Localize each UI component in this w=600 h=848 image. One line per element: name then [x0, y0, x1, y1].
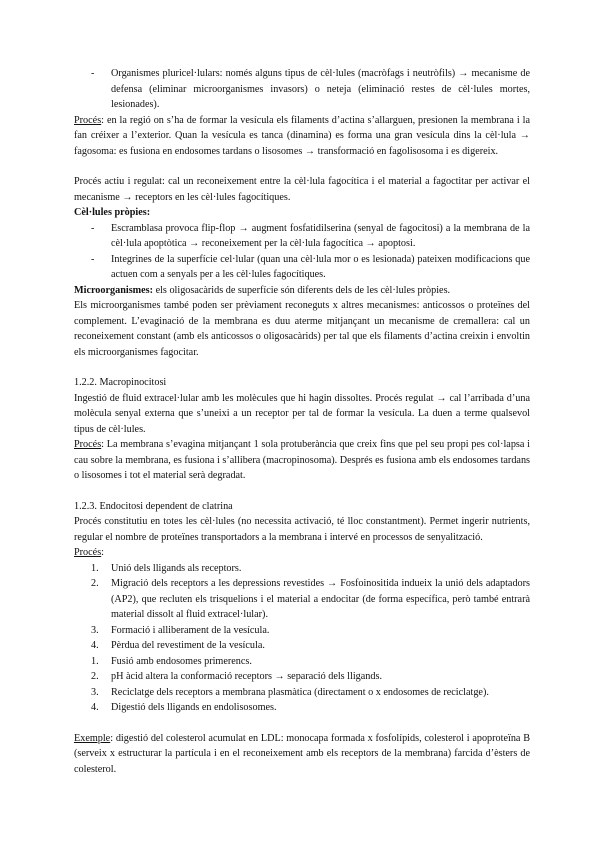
microorganismes-text: els oligosacàrids de superfície són diferents dels de les cèl·lules pròpies. — [153, 284, 451, 296]
step-number: 4. — [91, 702, 99, 713]
step-text: Reciclatge dels receptors a membrana plasmàtica (directament o x endosomes de reciclatge). — [111, 686, 489, 698]
exemple-label: Exemple — [74, 732, 111, 744]
microorganismes-paragraph-2: Els microorganismes també poden ser prèviament reconeguts x altres mecanismes: anticossos o proteïnes del complement. L’evaginació de la membrana es duu aterme mitjançant un mecanisme de cremallera: cal un reconeixement constant (amb els anticossos o oligosacàrids) per tal que els filaments d’actina creixin i envoltin els microorganismes fagocitar. — [74, 300, 530, 358]
bullet-marker: - — [91, 222, 95, 234]
proces-label: Procés — [74, 439, 102, 450]
step-text: Fusió amb endosomes primerencs. — [111, 655, 252, 667]
step-number: 3. — [91, 624, 99, 636]
endocitosi-steps-list — [74, 561, 530, 716]
cells-propies-item — [74, 221, 530, 252]
step-number: 3. — [91, 686, 99, 698]
proces-text: : La membrana s’evagina mitjançant 1 sola protuberància que creix fins que pel seu propi pes col·lapsa i cau sobre la membrana, es fusiona i s’allibera (macropinosoma). Després es fusiona amb els endosomes tardans o lisosomes i tot el material serà degradat. — [74, 439, 530, 481]
bullet-text: Escramblasa provoca flip-flop → augment fosfatidilserina (senyal de fagocitosi) a la membrana de la cèl·lula apoptòtica → reconeixement per la cèl·lula fagocítica → apoptosi. — [111, 222, 530, 249]
step-number: 1. — [91, 655, 99, 667]
bullet-marker: - — [91, 253, 95, 265]
list-item — [74, 576, 530, 623]
bullet-marker: - — [91, 68, 95, 79]
microorganismes-paragraph — [74, 283, 530, 299]
step-number: 2. — [91, 671, 99, 682]
cells-propies-item — [74, 252, 530, 283]
list-item — [74, 669, 530, 685]
organismes-bullet — [74, 66, 530, 113]
bullet-text: Organismes pluricel·lulars: només alguns tipus de cèl·lules (macròfags i neutròfils) → mecanisme de defensa (eliminar microorganismes invasors) o neteja (eliminació restes de cèl·lules mortes, lesionades). — [111, 68, 530, 110]
list-item — [74, 700, 530, 716]
document-page — [74, 66, 530, 777]
list-item — [74, 561, 530, 577]
step-number: 2. — [91, 578, 99, 589]
list-item — [74, 623, 530, 639]
list-item — [74, 685, 530, 701]
list-item — [74, 638, 530, 654]
exemple-paragraph — [74, 731, 530, 778]
proces-fagocitosi-paragraph — [74, 113, 530, 160]
proces-actiu-paragraph: Procés actiu i regulat: cal un reconeixement entre la cèl·lula fagocítica i el material a fagoctitar per activar el mecanisme → receptors en les cèl·lules fagocítiques. — [74, 176, 530, 203]
step-number: 1. — [91, 562, 99, 574]
bullet-text: Integrines de la superfície cel·lular (quan una cèl·lula mor o es lesionada) pateixen modificacions que actuen com a senyals per a les cèl·lules fagocítiques. — [111, 253, 530, 280]
macropinocitosi-proces-paragraph — [74, 437, 530, 484]
step-text: Pèrdua del revestiment de la vesícula. — [111, 640, 265, 651]
list-item — [74, 654, 530, 670]
step-text: Digestió dels lligands en endolisosomes. — [111, 702, 277, 713]
proces-text: : en la regió on s’ha de formar la vesícula els filaments d’actina s’allarguen, presionen la membrana i la fan créixer a l’exterior. Quan la vesícula es tanca (dinamina) es forma una gran vesícula dins la cèl·lula → fagosoma: es fusiona en endosomes tardans o lisosomes → transformació en fagolisosoma i es digereix. — [74, 114, 530, 157]
exemple-text: : digestió del colesterol acumulat en LDL: monocapa formada x fosfolípids, colesterol i apoproteïna B (serveix x estructurar la partícula i en el reconeixement amb els receptors de la membrana) farcida d’èsters de colesterol. — [74, 732, 530, 775]
endocitosi-paragraph: Procés constitutiu en totes les cèl·lules (no necessita activació, té lloc constantment). Permet ingerir nutrients, regular el nombre de proteïnes transportadors a la membrana i intervé en processos de senyalització. — [74, 516, 530, 543]
step-text: Migració dels receptors a les depressions revestides → Fosfoinositida indueix la unió dels adaptadors (AP2), que recluten els trisquelions i el material a endocitar (de forma específica, però també entrarà material dissolt al fluid extracel·lular). — [111, 578, 530, 620]
step-text: Unió dels lligands als receptors. — [111, 562, 242, 574]
microorganismes-label: Microorganismes: — [74, 284, 154, 296]
step-text: pH àcid altera la conformació receptors → separació dels lligands. — [111, 671, 382, 682]
endocitosi-heading: 1.2.3. Endocitosi dependent de clatrina — [74, 500, 233, 512]
proces-label: Procés — [74, 114, 102, 126]
endocitosi-proces-label — [74, 545, 530, 561]
proces-label: Procés — [74, 547, 102, 558]
step-number: 4. — [91, 640, 99, 651]
macropinocitosi-heading: 1.2.2. Macropinocitosi — [74, 377, 167, 388]
macropinocitosi-paragraph: Ingestió de fluid extracel·lular amb les molècules que hi hagin dissoltes. Procés regulat → cal l’arribada d’una molècula senyal externa que s’uneixi a un receptor per tal de formar la vesícula. La duen a terme qualsevol tipus de cèl·lules. — [74, 392, 530, 435]
proces-colon: : — [101, 547, 105, 558]
cells-propies-label: Cèl·lules pròpies: — [74, 207, 151, 218]
step-text: Formació i alliberament de la vesícula. — [111, 624, 270, 636]
